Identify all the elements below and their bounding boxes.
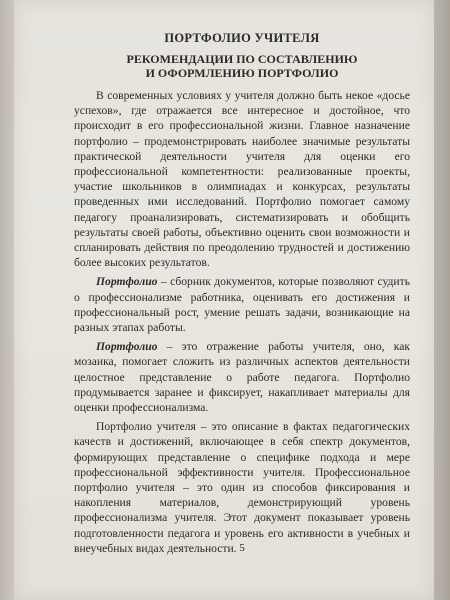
term-portfolio-1: Портфолио: [96, 275, 158, 289]
page-number: 5: [239, 542, 245, 554]
book-page: [14, 0, 434, 600]
definition-1-text: – сборник документов, которые позволяют судить о профессионализме работника, оценивать его достижения и профессиональный рост, умение решать задачи, возникающие на разных этапах работы.: [74, 275, 410, 335]
paragraph-teacher-portfolio: Портфолио учителя – это описание в фактах педагогических качеств и достижений, включающее в себя спектр документов, формирующих представление о специфике подхода и мере профессиональной эффективности учителя. Профессиональное портфолио учителя – это один из способов фиксирования и накопления материалов, демонстрирующий уровень профессионализма учителя. Этот документ показывает уровень подготовленности педагога и уровень его активности в учебных и внеучебных видах деятельности.: [74, 420, 410, 555]
page-content: [74, 30, 410, 556]
paragraph-definition-2: [74, 339, 410, 415]
term-portfolio-2: Портфолио: [96, 340, 158, 354]
definition-2-text: – это отражение работы учителя, оно, как мозаика, помогает сложить из различных аспектов деятельности целостное представление о работе педагога. Портфолио продумывается заранее и фиксирует, накапливает материалы для оценки профессионализма.: [74, 340, 410, 415]
subtitle-line-2: И ОФОРМЛЕНИЮ ПОРТФОЛИО: [145, 66, 339, 80]
subtitle-line-1: РЕКОМЕНДАЦИИ ПО СОСТАВЛЕНИЮ: [126, 52, 358, 66]
paragraph-intro: В современных условиях у учителя должно быть некое «досье успехов», где отражается все интересное и достойное, что происходит в его профессиональной жизни. Главное назначение портфолио – продемонстрировать наиболее значимые результаты практической деятельности учителя для оценки его профессиональной компетентности: реализованные проекты, участие школьников в олимпиадах и конкурсах, результаты проведенных ими исследований. Портфолио помогает самому педагогу проанализировать, систематизировать и обобщить результаты своей работы, объективно оценить свои возможности и спланировать действия по преодолению трудностей и достижению более высоких результатов.: [74, 89, 410, 270]
paragraph-definition-1: [74, 274, 410, 335]
page-edge-shadow: [434, 0, 450, 600]
section-subtitle: [74, 52, 410, 80]
page-title: ПОРТФОЛИО УЧИТЕЛЯ: [164, 31, 320, 45]
